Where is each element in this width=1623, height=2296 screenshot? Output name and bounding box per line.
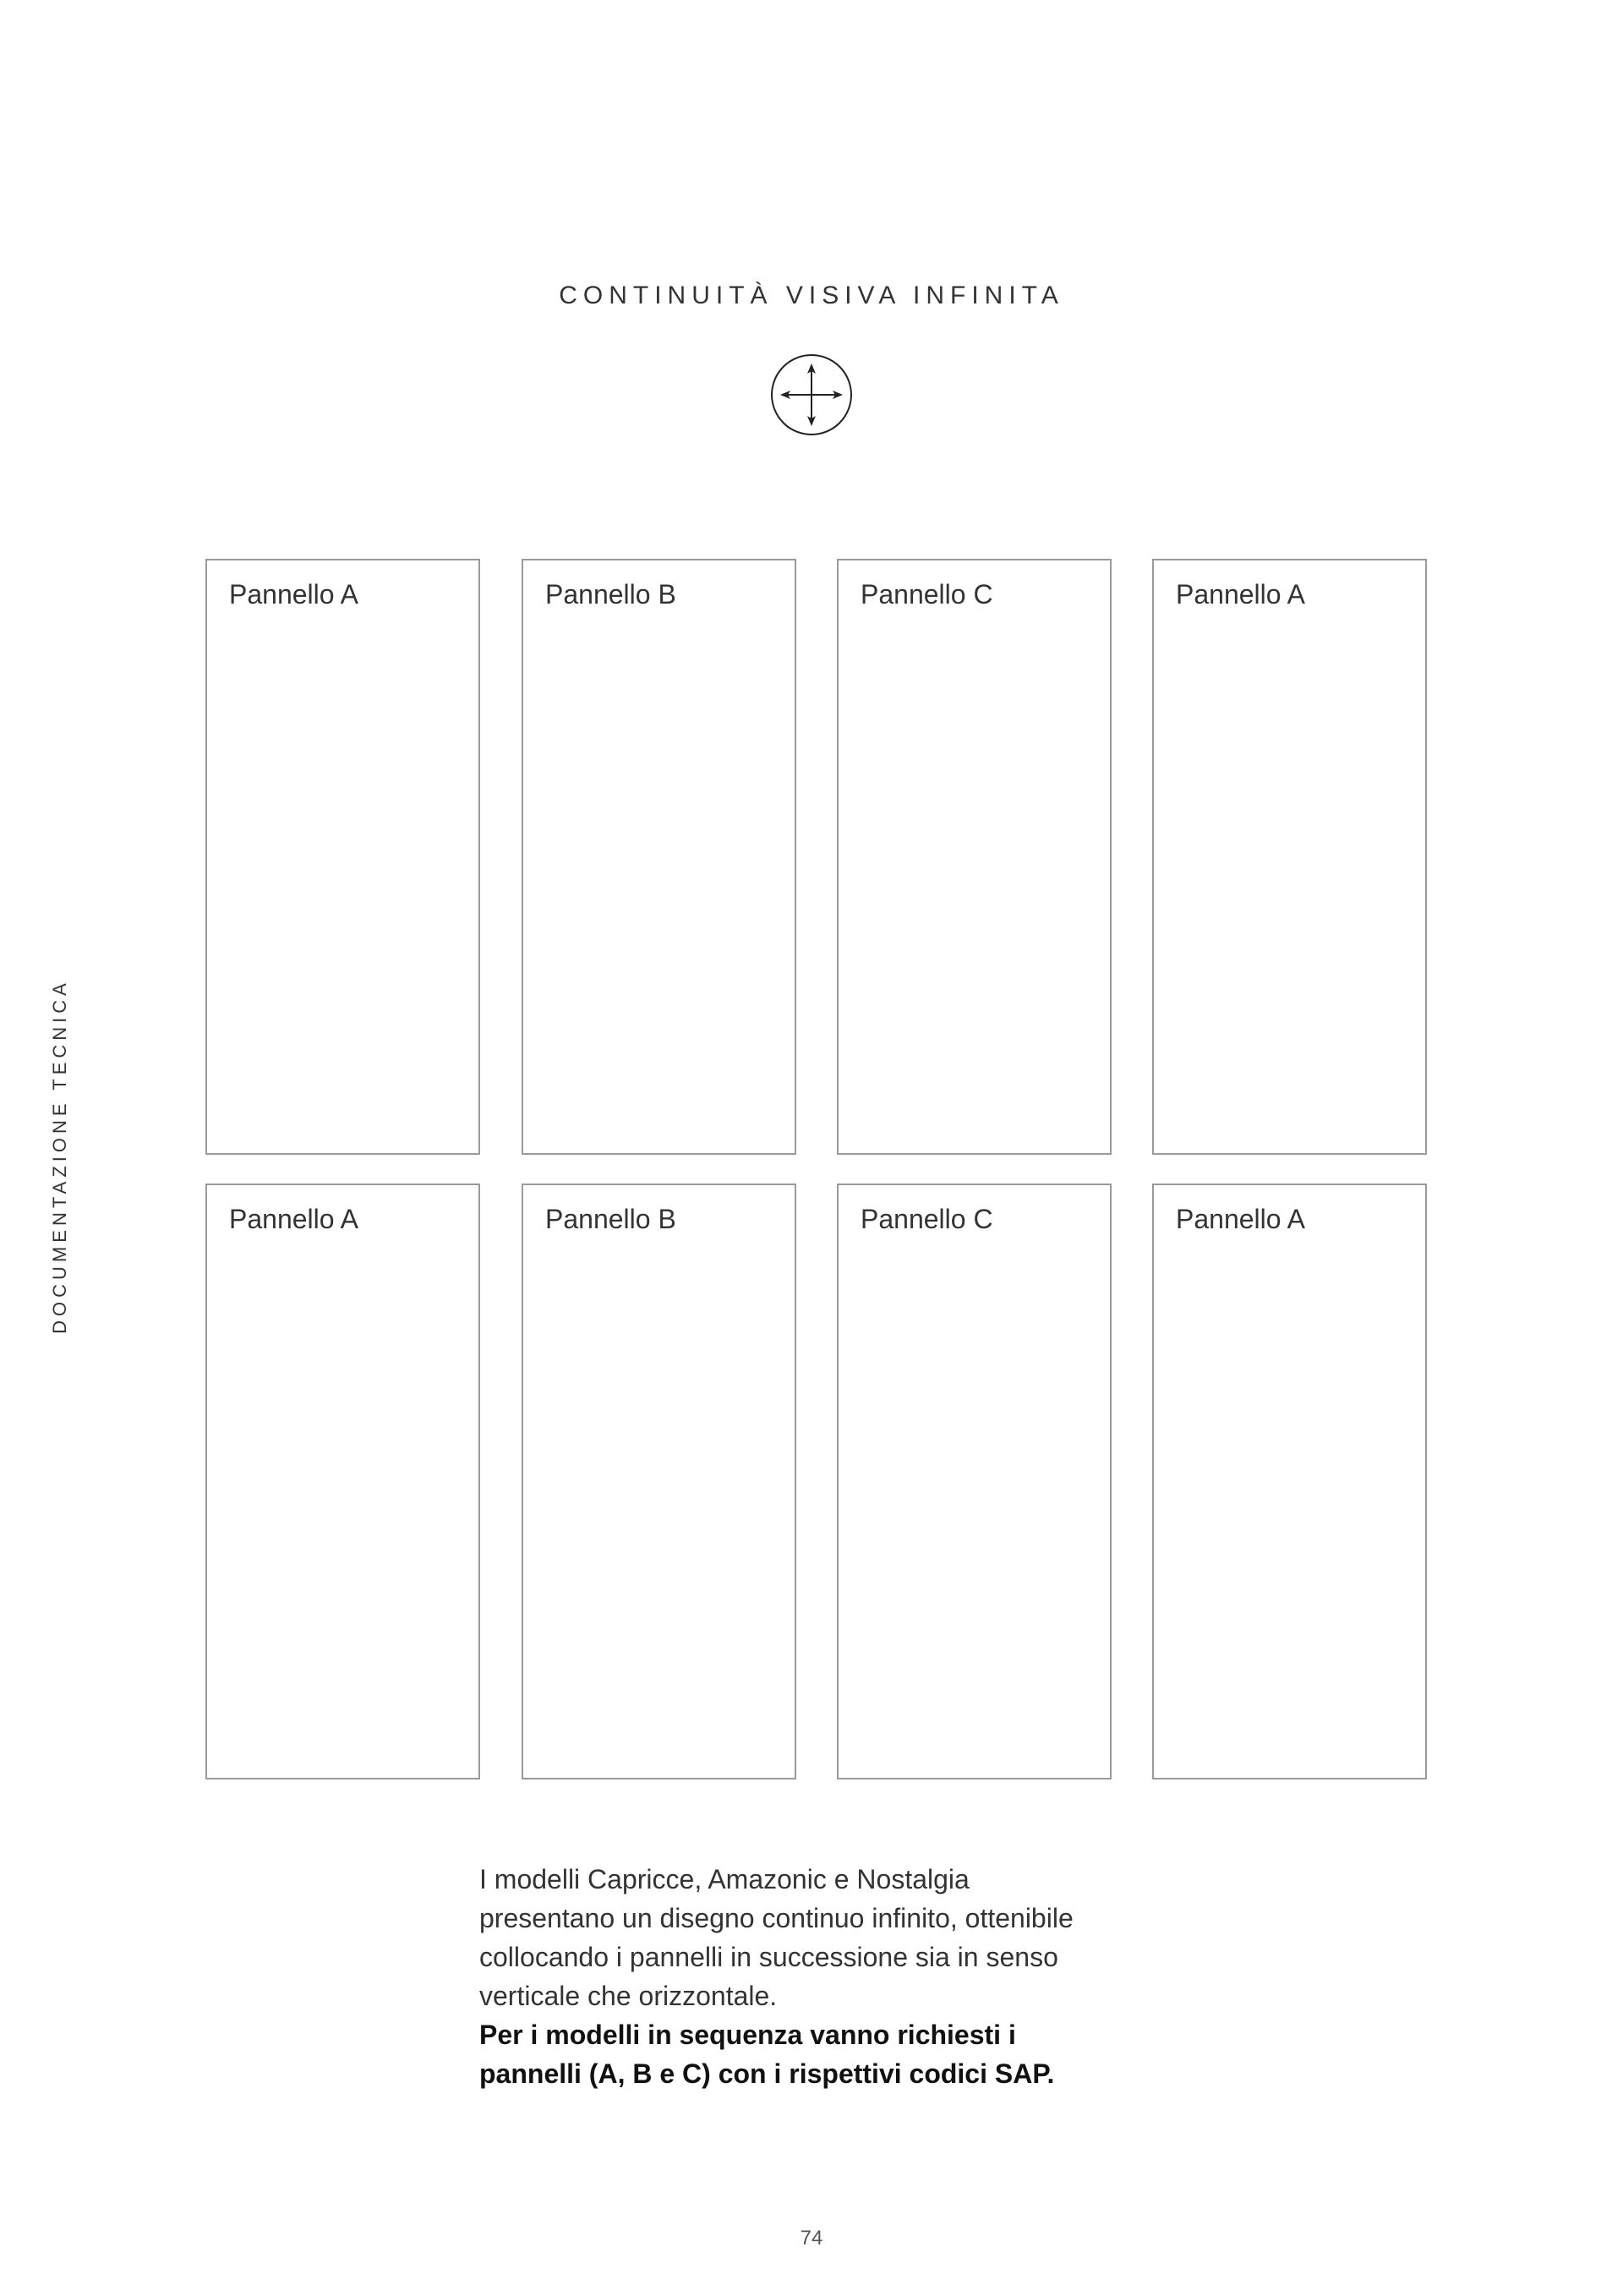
four-way-arrows-icon — [770, 353, 853, 436]
description-paragraph — [479, 1860, 1172, 2093]
panel-row2-1 — [205, 1184, 480, 1779]
panel-label: Pannello C — [861, 579, 993, 610]
side-section-label: DOCUMENTAZIONE TECNICA — [49, 979, 70, 1334]
description-line: presentano un disegno continuo infinito, ottenibile — [479, 1903, 1074, 1933]
panel-label: Pannello C — [861, 1204, 993, 1234]
panel-row1-4 — [1152, 559, 1427, 1155]
panel-row2-4 — [1152, 1184, 1427, 1779]
panel-label: Pannello A — [229, 579, 359, 610]
panel-label: Pannello A — [1176, 579, 1306, 610]
page-number: 74 — [800, 2227, 823, 2250]
description-bold-line: Per i modelli in sequenza vanno richiesti i — [479, 2020, 1016, 2050]
page-title: CONTINUITÀ VISIVA INFINITA — [559, 282, 1064, 309]
description-line: I modelli Capricce, Amazonic e Nostalgia — [479, 1864, 970, 1894]
panel-row1-2 — [522, 559, 796, 1155]
panel-row2-3 — [837, 1184, 1112, 1779]
description-line: collocando i pannelli in successione sia in senso — [479, 1942, 1058, 1972]
panel-row1-1 — [205, 559, 480, 1155]
panel-row2-2 — [522, 1184, 796, 1779]
panel-label: Pannello B — [545, 579, 676, 610]
description-bold-line: pannelli (A, B e C) con i rispettivi codici SAP. — [479, 2058, 1055, 2089]
panel-label: Pannello A — [229, 1204, 359, 1234]
panel-label: Pannello B — [545, 1204, 676, 1234]
panel-label: Pannello A — [1176, 1204, 1306, 1234]
description-line: verticale che orizzontale. — [479, 1981, 778, 2011]
panel-row1-3 — [837, 559, 1112, 1155]
